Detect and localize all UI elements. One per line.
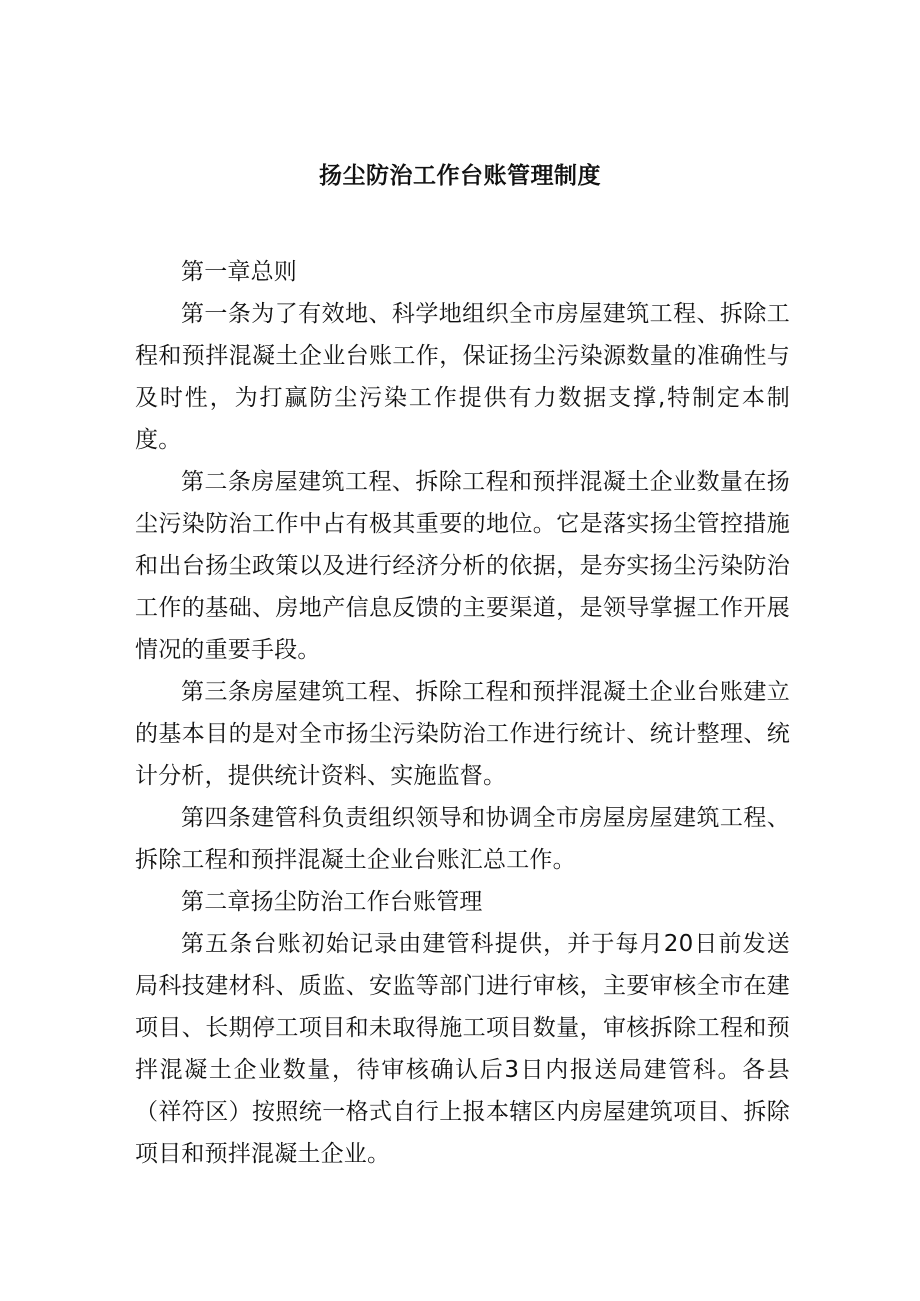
chapter-heading: 第一章总则	[181, 259, 297, 285]
article-paragraph: 第一条为了有效地、科学地组织全市房屋建筑工程、拆除工程和预拌混凝土企业台账工作，保证扬尘污染源数量的准确性与及时性，为打赢防尘污染工作提供有力数据支撑,特制定本制度。	[135, 301, 790, 453]
document-body	[135, 251, 790, 1175]
article-paragraph: 第三条房屋建筑工程、拆除工程和预拌混凝土企业台账建立的基本目的是对全市扬尘污染防治工作进行统计、统计整理、统计分析，提供统计资料、实施监督。	[135, 679, 790, 789]
document-title: 扬尘防治工作台账管理制度	[319, 163, 601, 189]
article-paragraph: 第五条台账初始记录由建管科提供，并于每月20日前发送局科技建材科、质监、安监等部门进行审核，主要审核全市在建项目、长期停工项目和未取得施工项目数量，审核拆除工程和预拌混凝土企业数量，待审核确认后3日内报送局建管科。各县（祥符区）按照统一格式自行上报本辖区内房屋建筑项目、拆除项目和预拌混凝土企业。	[135, 931, 790, 1167]
article-paragraph: 第四条建管科负责组织领导和协调全市房屋房屋建筑工程、拆除工程和预拌混凝土企业台账汇总工作。	[135, 805, 790, 873]
chapter-heading: 第二章扬尘防治工作台账管理	[181, 889, 483, 915]
article-paragraph: 第二条房屋建筑工程、拆除工程和预拌混凝土企业数量在扬尘污染防治工作中占有极其重要的地位。它是落实扬尘管控措施和出台扬尘政策以及进行经济分析的依据，是夯实扬尘污染防治工作的基础、房地产信息反馈的主要渠道，是领导掌握工作开展情况的重要手段。	[135, 469, 790, 663]
